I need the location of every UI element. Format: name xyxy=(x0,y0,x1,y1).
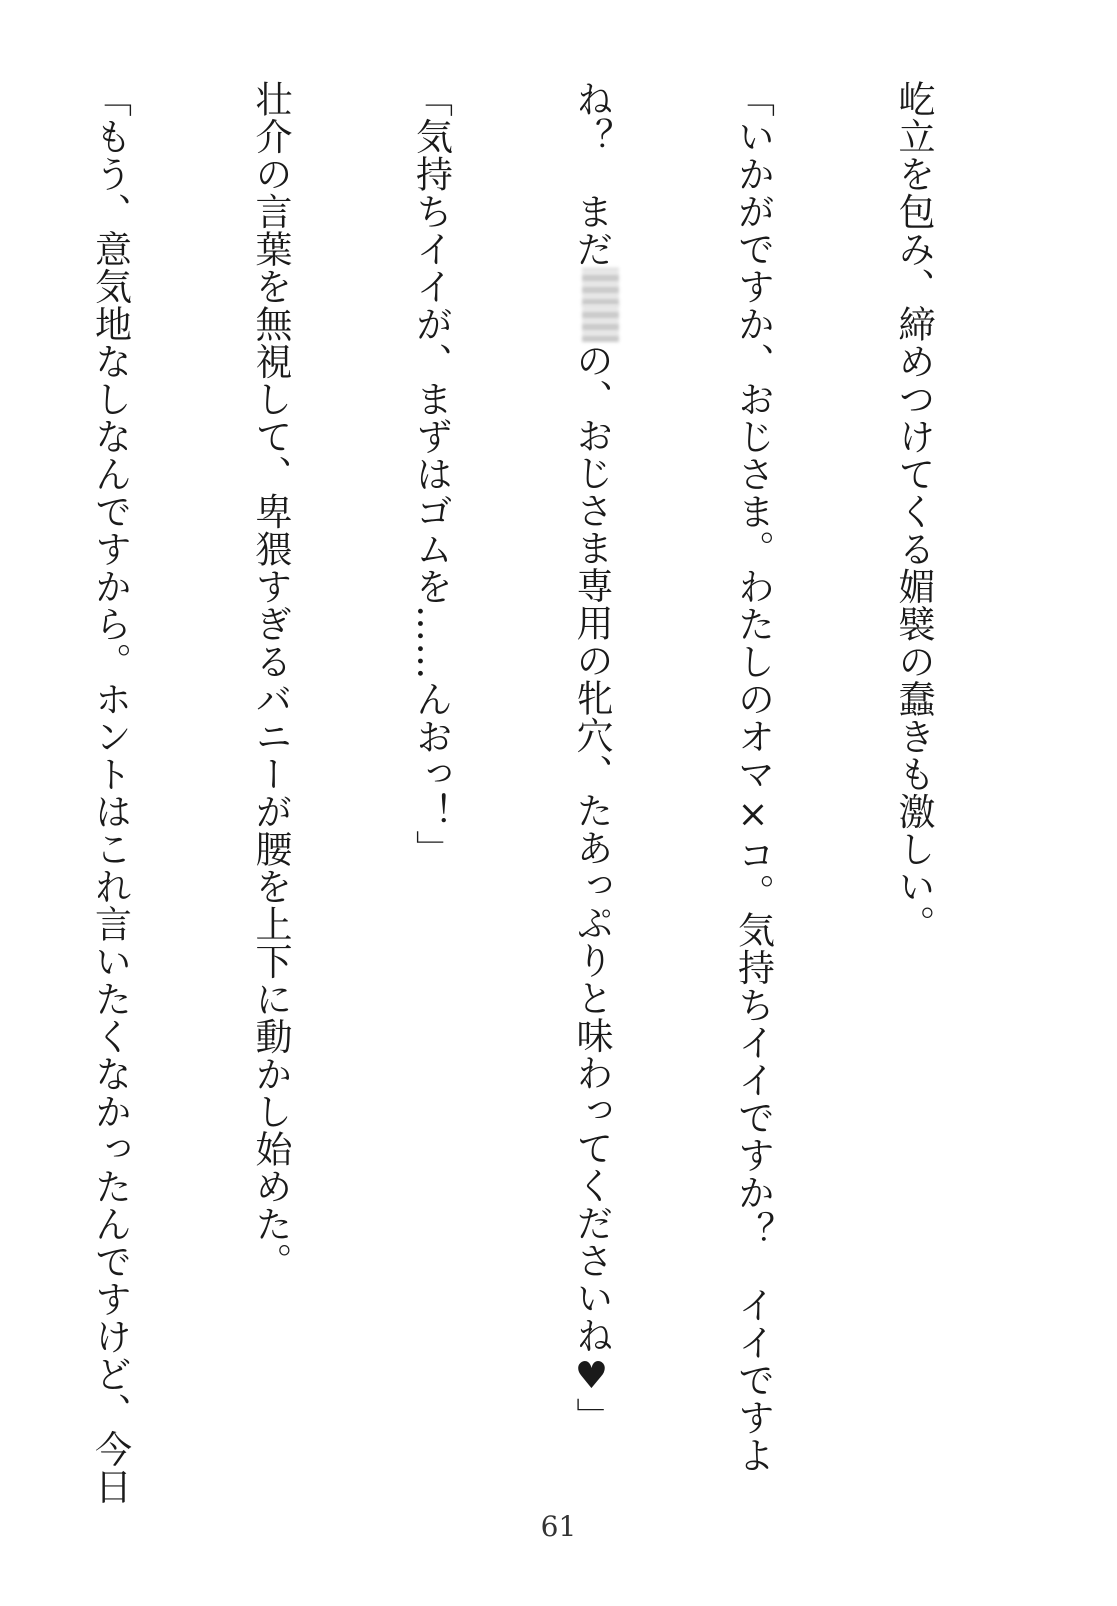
page-number: 61 xyxy=(540,1510,577,1543)
text-line-part: ね？ まだ xyxy=(570,80,613,268)
text-line: 「いかがですか、おじさま。わたしのオマ×コ。気持ちイイですか？ イイですよ xyxy=(731,80,775,1474)
censor-mosaic-icon xyxy=(582,305,619,342)
text-line: 屹立を包み、締めつけてくる媚襞の蠢きも激しい。 xyxy=(892,80,935,943)
text-line xyxy=(565,80,620,1490)
vertical-text-body xyxy=(0,80,1047,1505)
text-line-part: の、おじさま専用の牝穴、たあっぷりと味わってくださいね♥」 xyxy=(570,341,613,1435)
text-line: 「気持ちイイが、まずはゴムを……んおっ！」 xyxy=(409,80,453,868)
censor-mosaic-icon xyxy=(582,268,619,305)
text-line: 「もう、意気地なしなんですから。ホントはこれ言いたくなかったんですけど、今日 xyxy=(88,80,132,1505)
text-line: 壮介の言葉を無視して、卑猥すぎるバニーが腰を上下に動かし始めた。 xyxy=(249,80,292,1280)
